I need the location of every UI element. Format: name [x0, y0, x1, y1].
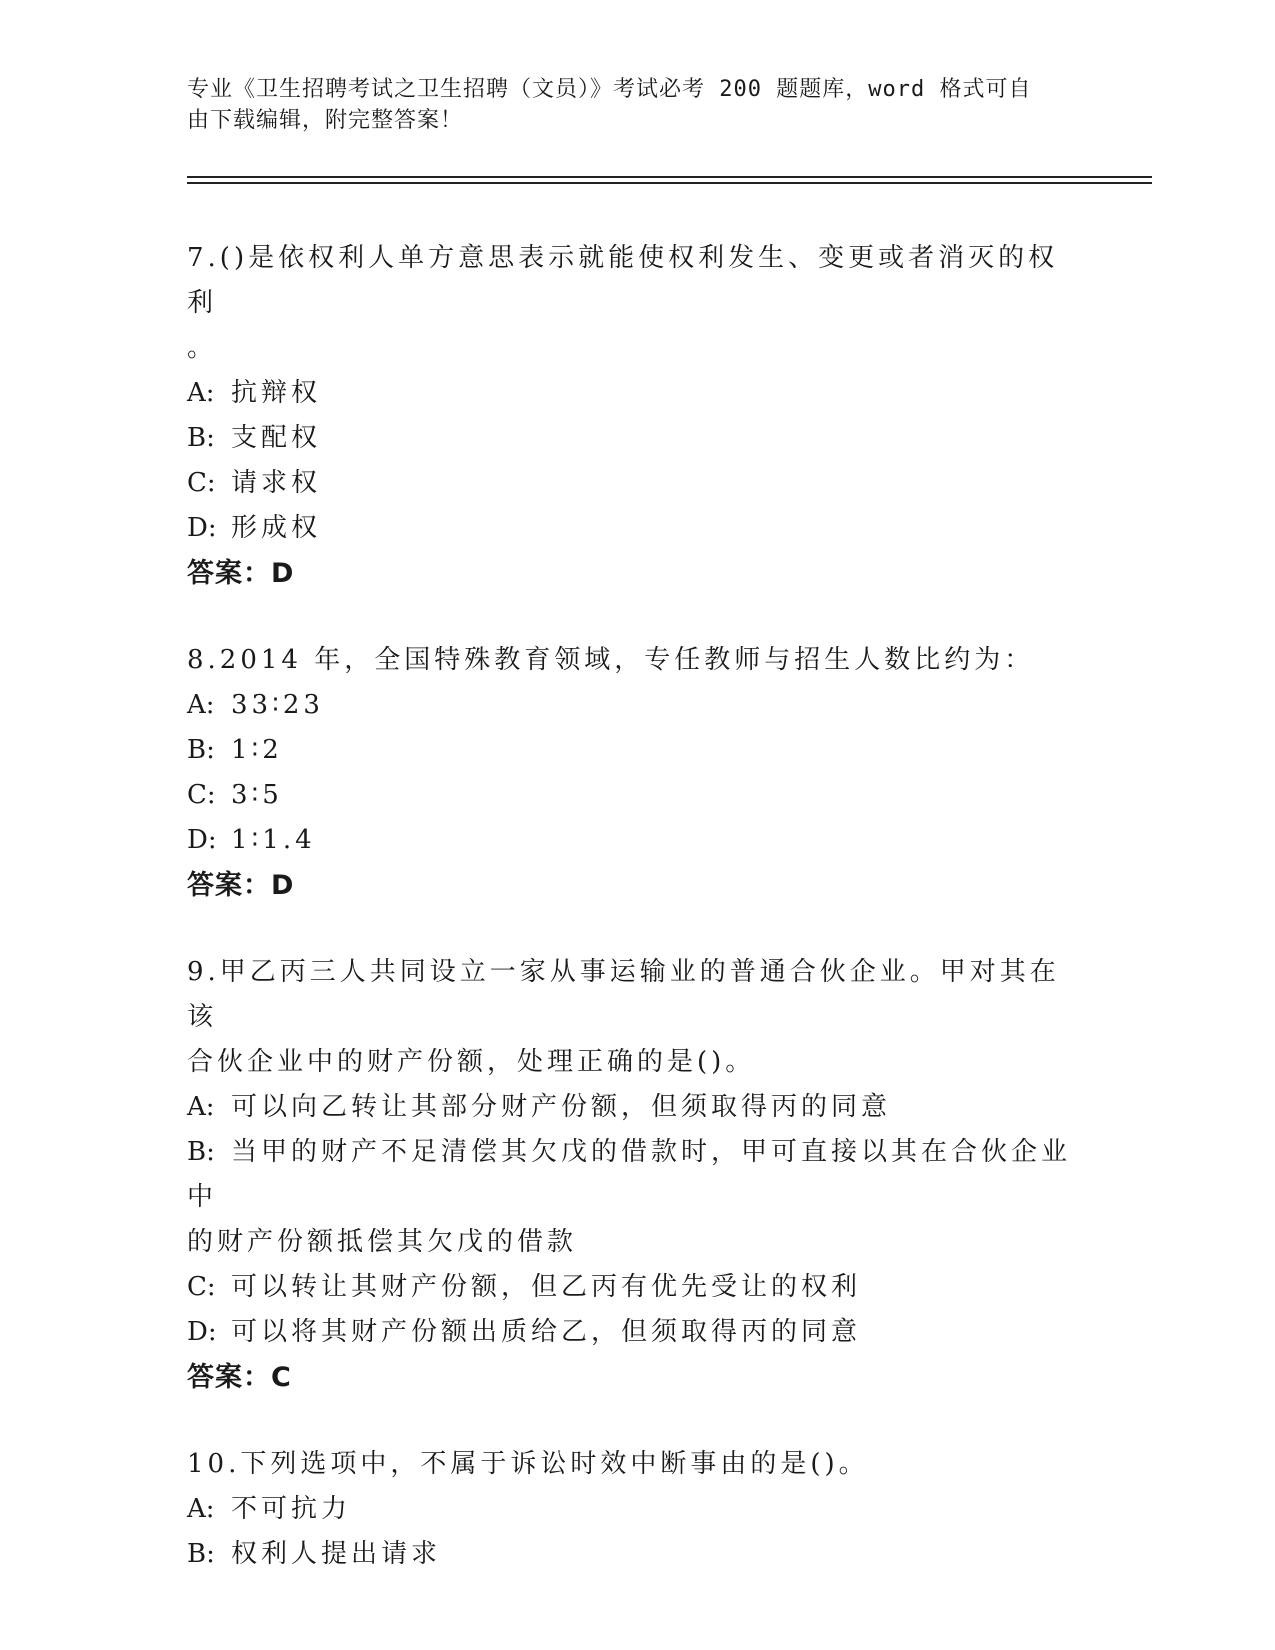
option-letter: D: [187, 825, 217, 855]
option-text: 1∶1.4 [231, 825, 316, 855]
question-8 [187, 638, 1087, 908]
option-text: 支配权 [231, 423, 322, 453]
option-letter: A: [187, 378, 215, 408]
option-b [187, 416, 1087, 461]
option-letter: D: [187, 513, 217, 543]
option-a [187, 1487, 1087, 1532]
header-line-1: 专业《卫生招聘考试之卫生招聘（文员）》考试必考 200 题题库，word 格式可自 [187, 77, 1032, 102]
answer-line: 答案：C [187, 1362, 292, 1393]
question-stem: 8.2014 年，全国特殊教育领域，专任教师与招生人数比约为： [187, 645, 1035, 675]
option-b [187, 1532, 1087, 1577]
option-text: 抗辩权 [231, 378, 322, 408]
question-stem: 7.()是依权利人单方意思表示就能使权利发生、变更或者消灭的权利 [187, 243, 1059, 318]
option-text: 当甲的财产不足清偿其欠戊的借款时，甲可直接以其在合伙企业中 [187, 1137, 1072, 1212]
option-letter: B: [187, 1137, 215, 1167]
option-b-continued: 的财产份额抵偿其欠戊的借款 [187, 1227, 578, 1257]
option-letter: C: [187, 468, 216, 498]
option-b [187, 728, 1087, 773]
question-10 [187, 1442, 1087, 1577]
option-a [187, 1085, 1087, 1130]
option-a [187, 683, 1087, 728]
option-letter: A: [187, 1092, 215, 1122]
option-letter: B: [187, 423, 215, 453]
option-text: 1∶2 [231, 735, 283, 765]
question-9 [187, 950, 1087, 1400]
header-divider-top [187, 176, 1152, 178]
option-b [187, 1130, 1087, 1220]
option-letter: B: [187, 735, 215, 765]
answer-line: 答案：D [187, 558, 295, 589]
question-stem-continued: 合伙企业中的财产份额，处理正确的是()。 [187, 1047, 756, 1077]
option-letter: B: [187, 1539, 215, 1569]
option-d [187, 506, 1087, 551]
option-letter: C: [187, 1272, 216, 1302]
answer-line: 答案：D [187, 870, 295, 901]
option-text: 形成权 [231, 513, 322, 543]
question-stem: 9.甲乙丙三人共同设立一家从事运输业的普通合伙企业。甲对其在该 [187, 957, 1060, 1032]
option-c [187, 461, 1087, 506]
option-c [187, 1265, 1087, 1310]
header-line-2: 由下载编辑，附完整答案！ [187, 108, 464, 133]
option-c [187, 773, 1087, 818]
option-text: 请求权 [231, 468, 322, 498]
option-a [187, 371, 1087, 416]
question-stem: 10.下列选项中，不属于诉讼时效中断事由的是()。 [187, 1449, 869, 1479]
option-text: 可以将其财产份额出质给乙，但须取得丙的同意 [231, 1317, 862, 1347]
header-divider-bottom [187, 182, 1152, 184]
option-d [187, 1310, 1087, 1355]
option-letter: A: [187, 690, 215, 720]
option-text: 33∶23 [231, 690, 324, 720]
question-list [187, 236, 1087, 1619]
option-letter: A: [187, 1494, 215, 1524]
option-text: 3∶5 [231, 780, 283, 810]
option-d [187, 818, 1087, 863]
option-text: 可以向乙转让其部分财产份额，但须取得丙的同意 [231, 1092, 892, 1122]
question-7 [187, 236, 1087, 596]
option-letter: C: [187, 780, 216, 810]
option-text: 不可抗力 [231, 1494, 352, 1524]
option-letter: D: [187, 1317, 217, 1347]
option-text: 可以转让其财产份额，但乙丙有优先受让的权利 [231, 1272, 862, 1302]
option-text: 权利人提出请求 [231, 1539, 442, 1569]
document-header [187, 74, 1067, 136]
question-stem-continued: 。 [187, 333, 218, 363]
